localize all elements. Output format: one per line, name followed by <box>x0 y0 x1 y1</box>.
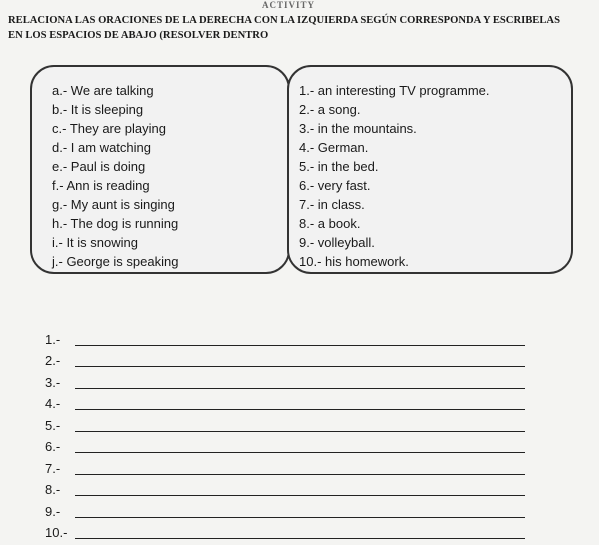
answer-label: 4.- <box>45 396 61 411</box>
answer-row[interactable] <box>45 372 525 392</box>
answer-line[interactable] <box>75 538 525 539</box>
answer-line[interactable] <box>75 431 525 432</box>
right-item: 1.- an interesting TV programme. <box>299 83 490 98</box>
left-item: c.- They are playing <box>52 121 166 136</box>
answer-row[interactable] <box>45 479 525 499</box>
instruction-line-1: RELACIONA LAS ORACIONES DE LA DERECHA CON LA IZQUIERDA SEGÚN CORRESPONDA Y ESCRIBELAS <box>8 15 560 26</box>
answer-row[interactable] <box>45 415 525 435</box>
answer-line[interactable] <box>75 474 525 475</box>
answer-line[interactable] <box>75 452 525 453</box>
answer-label: 8.- <box>45 482 61 497</box>
answer-label: 10.- <box>45 525 68 540</box>
answer-label: 9.- <box>45 504 61 519</box>
left-item: b.- It is sleeping <box>52 102 144 117</box>
instructions <box>8 13 594 43</box>
answer-line[interactable] <box>75 495 525 496</box>
left-sentences-box <box>30 65 290 274</box>
right-item: 2.- a song. <box>299 102 361 117</box>
answer-row[interactable] <box>45 501 525 521</box>
left-item: f.- Ann is reading <box>52 178 150 193</box>
answer-row[interactable] <box>45 522 525 542</box>
right-item: 10.- his homework. <box>299 254 409 269</box>
left-item: a.- We are talking <box>52 83 154 98</box>
answer-row[interactable] <box>45 329 525 349</box>
answer-row[interactable] <box>45 458 525 478</box>
left-item: g.- My aunt is singing <box>52 197 175 212</box>
answer-label: 1.- <box>45 332 61 347</box>
left-item: j.- George is speaking <box>52 254 179 269</box>
right-item: 7.- in class. <box>299 197 365 212</box>
answer-line[interactable] <box>75 345 525 346</box>
right-item: 6.- very fast. <box>299 178 371 193</box>
left-item: d.- I am watching <box>52 140 151 155</box>
answer-line[interactable] <box>75 409 525 410</box>
left-item: h.- The dog is running <box>52 216 179 231</box>
answer-row[interactable] <box>45 436 525 456</box>
left-item: e.- Paul is doing <box>52 159 146 174</box>
answer-row[interactable] <box>45 350 525 370</box>
answer-row[interactable] <box>45 393 525 413</box>
right-item: 4.- German. <box>299 140 369 155</box>
answer-line[interactable] <box>75 366 525 367</box>
left-item: i.- It is snowing <box>52 235 138 250</box>
right-item: 9.- volleyball. <box>299 235 375 250</box>
answer-label: 7.- <box>45 461 61 476</box>
answer-line[interactable] <box>75 388 525 389</box>
answer-label: 3.- <box>45 375 61 390</box>
right-item: 8.- a book. <box>299 216 361 231</box>
right-item: 3.- in the mountains. <box>299 121 417 136</box>
right-completions-box <box>287 65 573 274</box>
instruction-line-2: EN LOS ESPACIOS DE ABAJO (RESOLVER DENTRO <box>8 30 269 41</box>
top-mark: ACTIVITY <box>262 0 316 10</box>
answer-label: 5.- <box>45 418 61 433</box>
answer-label: 2.- <box>45 353 61 368</box>
right-item: 5.- in the bed. <box>299 159 379 174</box>
answer-line[interactable] <box>75 517 525 518</box>
answer-label: 6.- <box>45 439 61 454</box>
